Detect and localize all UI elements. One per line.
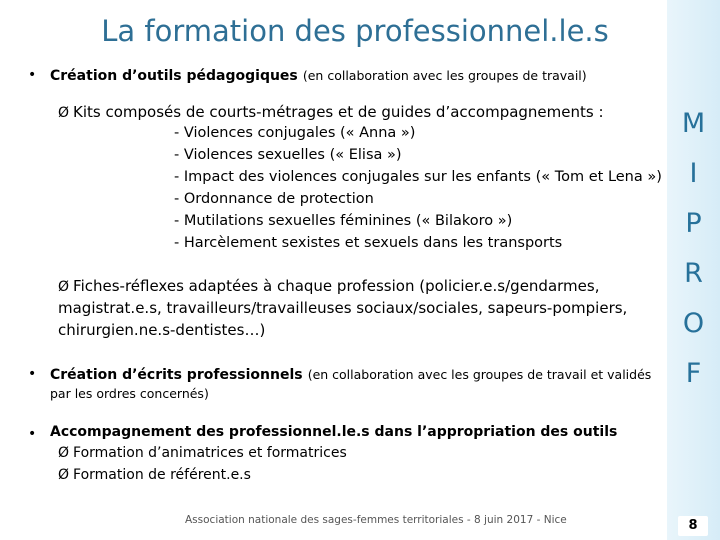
section-2-heading-row [50,364,651,383]
fiches-text-1: Fiches-réflexes adaptées à chaque profession (policier.e.s/gendarmes, [73,277,600,295]
section-2-note: (en collaboration avec les groupes de travail et validés [307,367,652,382]
kits-text: Kits composés de courts-métrages et de guides d’accompagnements : [73,103,604,121]
training-text: Formation d’animatrices et formatrices [73,445,347,461]
kit-item: - Violences sexuelles (« Elisa ») [174,147,402,163]
kit-item: - Violences conjugales (« Anna ») [174,125,416,141]
training-text: Formation de référent.e.s [73,467,251,483]
sidebar-letter: M [681,108,706,139]
fiches-line-3: chirurgien.ne.s-dentistes…) [58,321,266,339]
section-2-note-cont: par les ordres concernés) [50,386,209,401]
kits-intro [58,103,604,121]
sidebar-letter: R [684,258,703,289]
fiches-line-2: magistrat.e.s, travailleurs/travailleuses sociaux/sociales, sapeurs-pompiers, [58,299,628,317]
arrow-icon: Ø [58,105,70,121]
miprof-sidebar [667,0,720,540]
sidebar-letter: P [685,208,702,239]
footer: Association nationale des sages-femmes territoriales - 8 juin 2017 - Nice [185,514,567,526]
bullet-1: • [28,67,37,83]
section-1-note: (en collaboration avec les groupes de travail) [302,68,587,83]
section-3-heading: Accompagnement des professionnel.le.s dans l’appropriation des outils [50,424,618,440]
training-item [58,467,251,483]
page-number: 8 [688,518,698,533]
section-2-heading: Création d’écrits professionnels [50,367,303,383]
sidebar-letter: I [689,158,698,189]
kit-item: - Impact des violences conjugales sur les enfants (« Tom et Lena ») [174,169,662,185]
slide-title: La formation des professionnel.le.s [101,14,609,48]
kit-item: - Ordonnance de protection [174,191,374,207]
kit-item: - Mutilations sexuelles féminines (« Bilakoro ») [174,213,513,229]
sidebar-letter: O [682,308,705,339]
training-item [58,445,347,461]
section-1-heading: Création d’outils pédagogiques [50,68,298,84]
bullet-2: • [28,366,37,382]
sidebar-letter: F [685,358,702,389]
arrow-icon: Ø [58,279,70,295]
bullet-3: • [28,426,37,442]
fiches-line-1 [58,277,599,295]
kit-item: - Harcèlement sexistes et sexuels dans les transports [174,235,563,251]
arrow-icon: Ø [58,467,70,483]
arrow-icon: Ø [58,445,70,461]
section-1-heading-row [50,65,587,84]
